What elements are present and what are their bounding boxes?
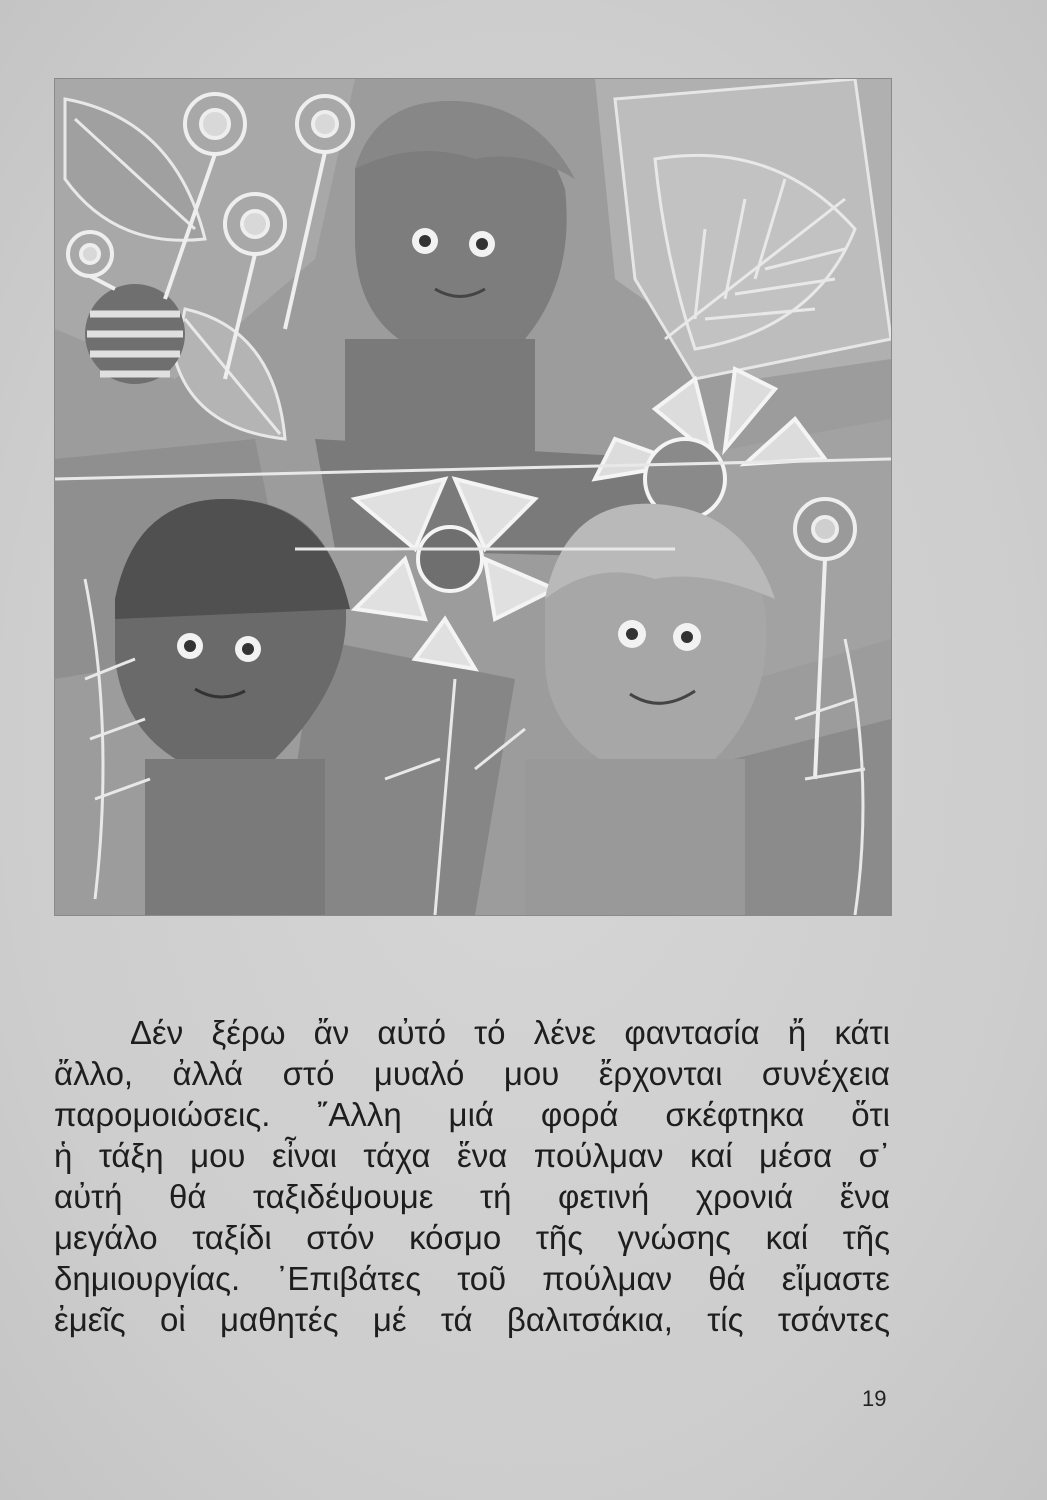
text-line: αὐτή θά ταξιδέψουμε τή φετινή χρονιά ἕνα	[54, 1178, 890, 1215]
text-line: παρομοιώσεις. ῎Αλλη μιά φορά σκέφτηκα ὅτι	[54, 1096, 890, 1133]
text-line: ἄλλο, ἀλλά στό μυαλό μου ἔρχονται συνέχεια	[54, 1055, 890, 1092]
text-line: ἡ τάξη μου εἶναι τάχα ἕνα πούλμαν καί μέσα σ᾽	[54, 1137, 890, 1174]
body-text	[54, 1012, 890, 1340]
text-line: Δέν ξέρω ἄν αὐτό τό λένε φαντασία ἤ κάτι	[130, 1014, 890, 1051]
text-line: μεγάλο ταξίδι στόν κόσμο τῆς γνώσης καί τῆς	[54, 1219, 890, 1256]
text-line: ἐμεῖς οἱ μαθητές μέ τά βαλιτσάκια, τίς τσάντες	[54, 1301, 890, 1338]
illustration-children-flowers	[54, 78, 892, 916]
text-line: δημιουργίας. ᾿Επιβάτες τοῦ πούλμαν θά εἴμαστε	[54, 1260, 890, 1297]
page-number: 19	[862, 1386, 887, 1411]
